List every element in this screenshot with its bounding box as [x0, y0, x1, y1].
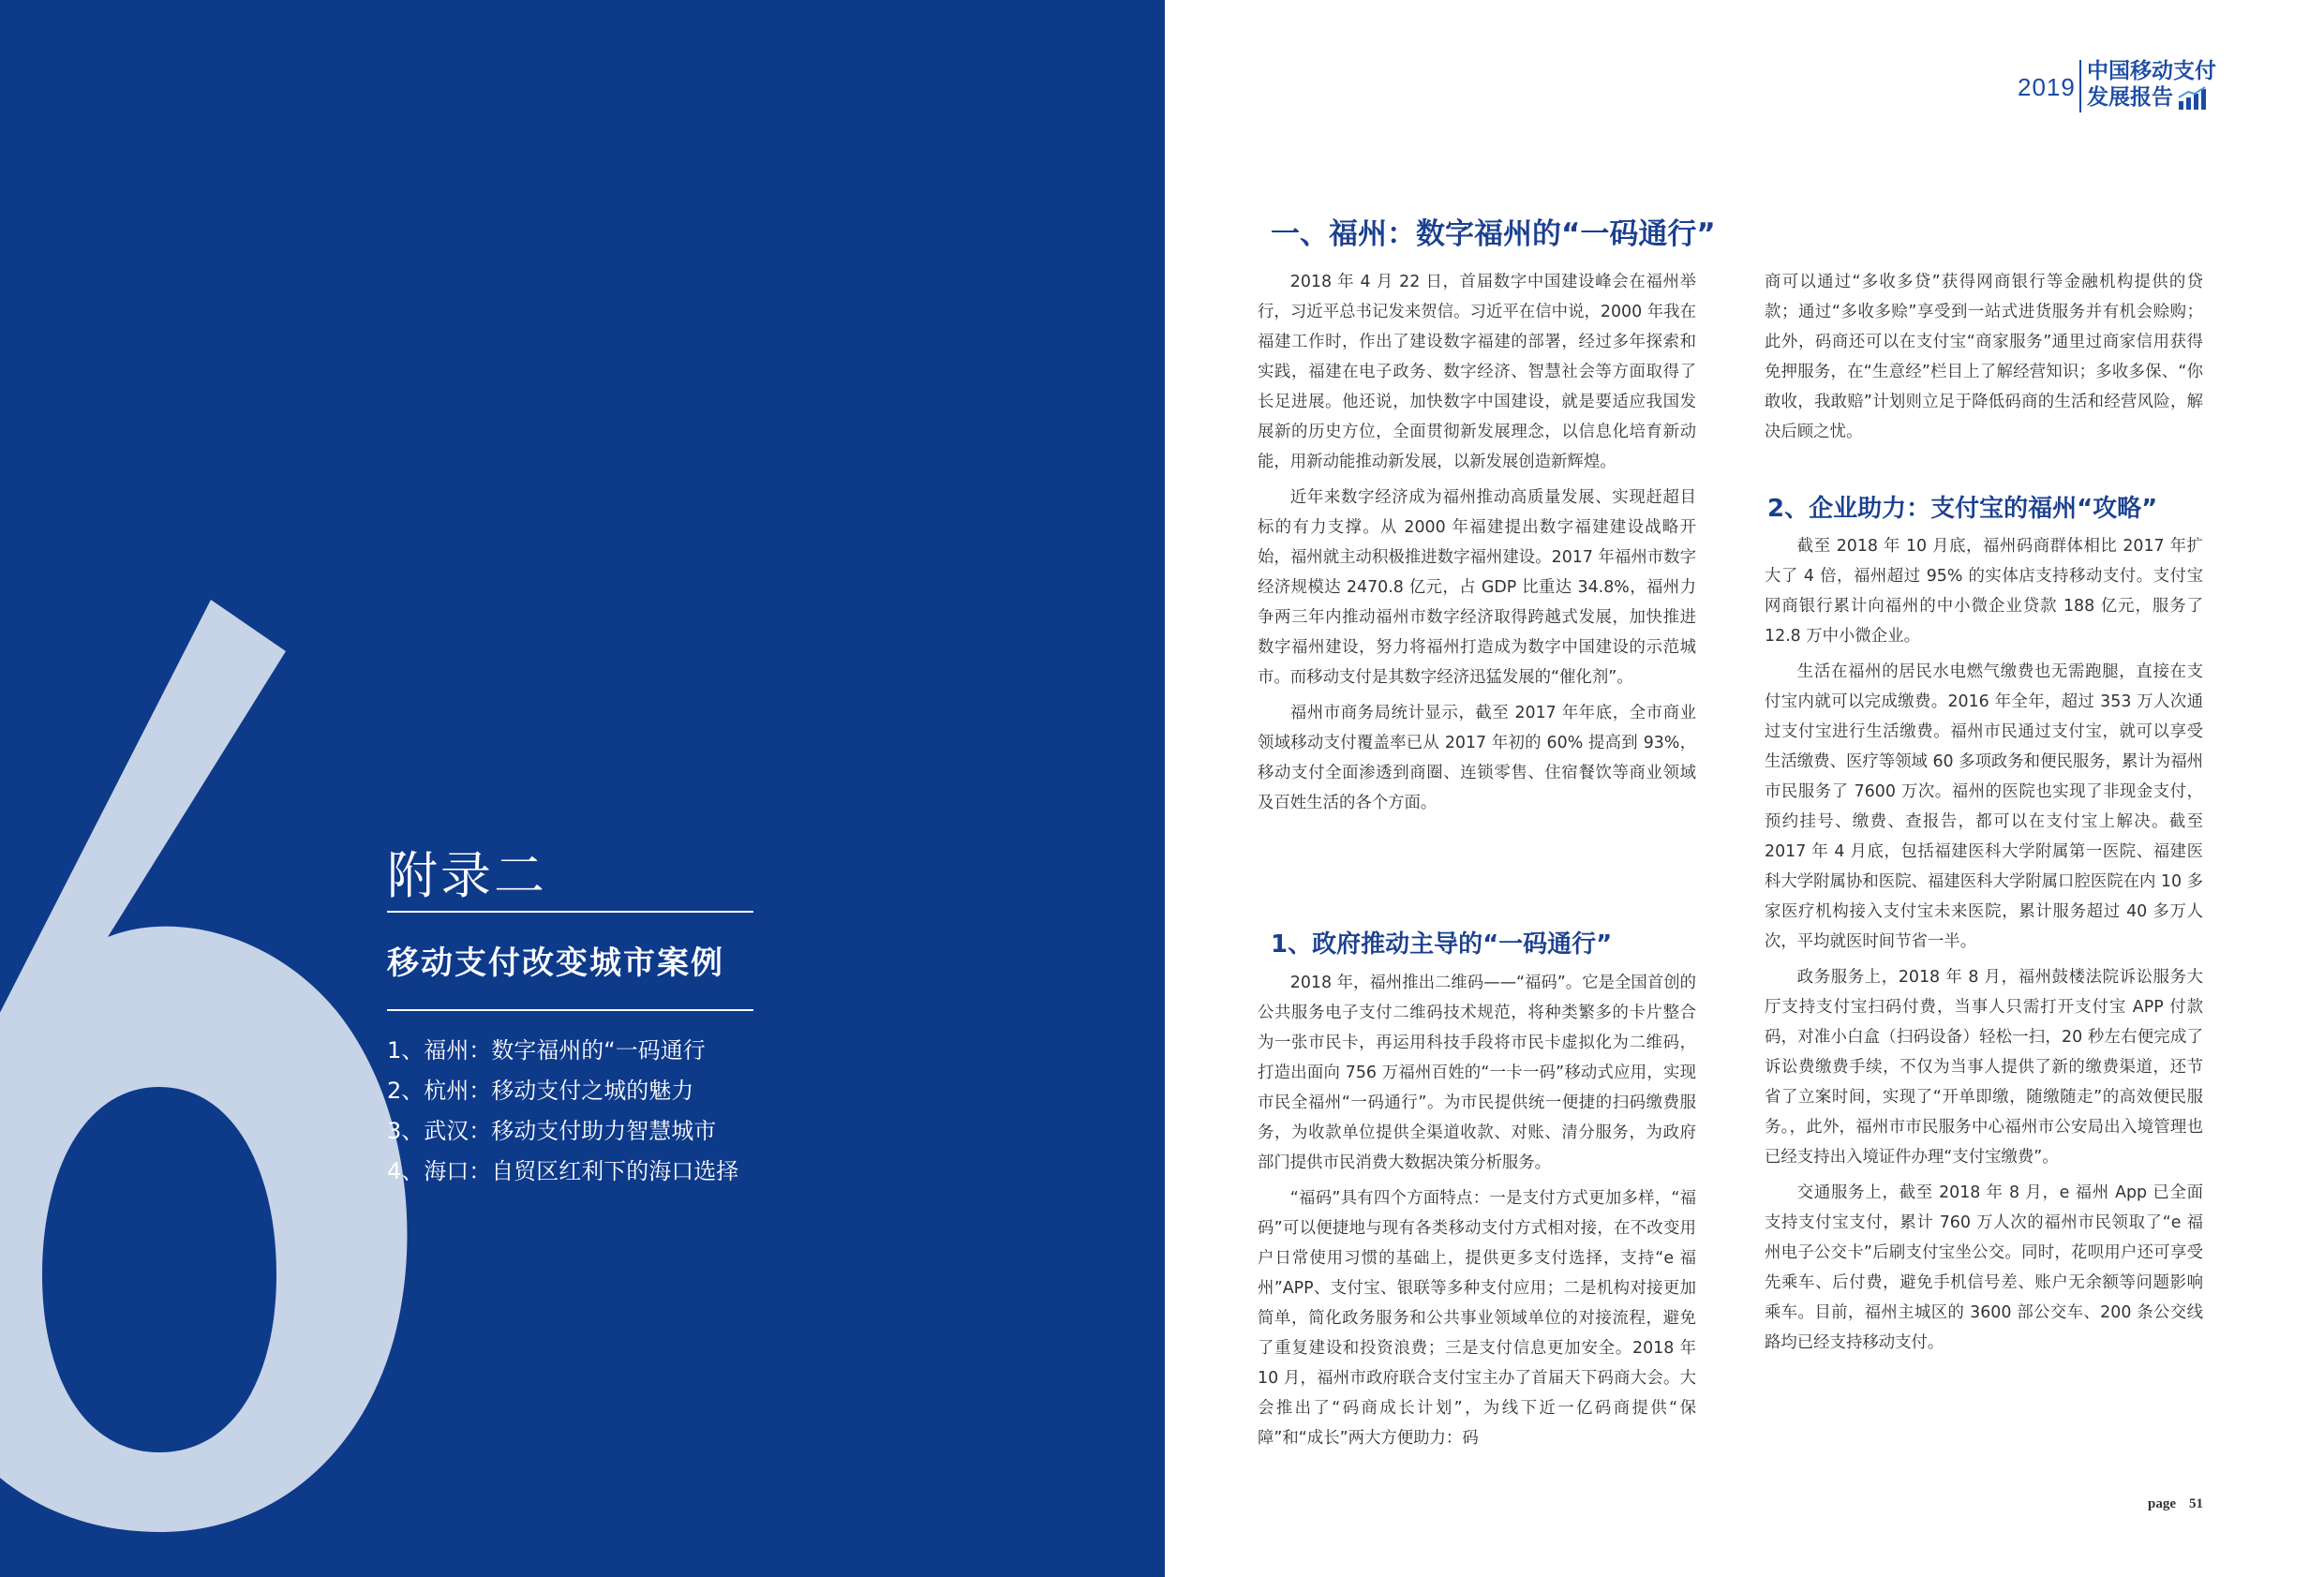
bar-chart-icon [2177, 86, 2207, 111]
appendix-label: 附录二 [387, 846, 547, 905]
subsection-heading: 2、企业助力：支付宝的福州“攻略” [1767, 495, 2158, 523]
column-left-sub1 [1258, 968, 1696, 1453]
section-heading: 一、福州：数字福州的“一码通行” [1271, 217, 1716, 251]
page-number: 51 [2189, 1496, 2203, 1511]
divider [387, 911, 753, 913]
paragraph: 商可以通过“多收多贷”获得网商银行等金融机构提供的贷款；通过“多收多赊”享受到一站式进货服务并有机会赊购；此外，码商还可以在支付宝“商家服务”通里过商家信用获得免押服务，在“生意经”栏目上了解经营知识；多收多保、“你敢收，我敢赔”计划则立足于降低码商的生活和经营风险，解决后顾之忧。 [1765, 273, 2203, 441]
page-footer [2148, 1496, 2203, 1512]
column-left-intro [1258, 267, 1696, 818]
column-right-continuation [1765, 267, 2203, 447]
toc-item[interactable]: 2、杭州：移动支付之城的魅力 [387, 1078, 694, 1104]
subsection-heading: 1、政府推动主导的“一码通行” [1271, 930, 1613, 959]
report-title-line2: 发展报告 [2087, 85, 2173, 110]
column-right-sub2 [1765, 531, 2203, 1358]
paragraph: 福州市商务局统计显示，截至 2017 年年底，全市商业领域移动支付覆盖率已从 2017 年初的 60% 提高到 93%，移动支付全面渗透到商圈、连锁零售、住宿餐饮等商业领域及百姓生活的各个方面。 [1258, 704, 1696, 812]
page-label: page [2148, 1496, 2176, 1511]
paragraph: 政务服务上，2018 年 8 月，福州鼓楼法院诉讼服务大厅支持支付宝扫码付费，当事人只需打开支付宝 APP 付款码，对准小白盒（扫码设备）轻松一扫，20 秒左右便完成了诉讼费缴费手续，不仅为当事人提供了新的缴费渠道，还节省了立案时间，实现了“开单即缴，随缴随走”的高效便民服务。，此外，福州市市民服务中心福州市公安局出入境管理也已经支持出入境证件办理“支付宝缴费”。 [1765, 968, 2203, 1167]
report-title-line1: 中国移动支付 [2087, 59, 2216, 83]
paragraph: 生活在福州的居民水电燃气缴费也无需跑腿，直接在支付宝内就可以完成缴费。2016 年全年，超过 353 万人次通过支付宝进行生活缴费。福州市民通过支付宝，就可以享受生活缴费、医疗等领域 60 多项政务和便民服务，累计为福州市民服务了 7600 万次。福州的医院也实现了非现金支付，预约挂号、缴费、查报告，都可以在支付宝上解决。截至 2017 年 4 月底，包括福建医科大学附属第一医院、福建医科大学附属协和医院、福建医科大学附属口腔医院在内 10 多家医疗机构接入支付宝未来医院，累计服务超过 40 多万人次，平均就医时间节省一半。 [1765, 662, 2203, 951]
paragraph: 2018 年 4 月 22 日，首届数字中国建设峰会在福州举行，习近平总书记发来贺信。习近平在信中说，2000 年我在福建工作时，作出了建设数字福建的部署，经过多年探索和实践，福建在电子政务、数字经济、智慧社会等方面取得了长足进展。他还说，加快数字中国建设，就是要适应我国发展新的历史方位，全面贯彻新发展理念，以信息化培育新动能，用新动能推动新发展，以新发展创造新辉煌。 [1258, 273, 1696, 471]
paragraph: “福码”具有四个方面特点：一是支付方式更加多样，“福码”可以便捷地与现有各类移动支付方式相对接，在不改变用户日常使用习惯的基础上，提供更多支付选择，支持“e 福州”APP、支付宝、银联等多种支付应用；二是机构对接更加简单，简化政务服务和公共事业领域单位的对接流程，避免了重复建设和投资浪费；三是支付信息更加安全。2018 年 10 月，福州市政府联合支付宝主办了首届天下码商大会。大会推出了“码商成长计划”，为线下近一亿码商提供“保障”和“成长”两大方便助力：码 [1258, 1189, 1696, 1448]
toc-item[interactable]: 4、海口：自贸区红利下的海口选择 [387, 1158, 739, 1184]
divider [387, 1009, 753, 1011]
chapter-title: 移动支付改变城市案例 [387, 945, 724, 982]
header-divider [2079, 60, 2081, 112]
report-year: 2019 [2018, 73, 2076, 101]
toc-item[interactable]: 1、福州：数字福州的“一码通行 [387, 1037, 706, 1064]
paragraph: 交通服务上，截至 2018 年 8 月，e 福州 App 已全面支持支付宝支付，累计 760 万人次的福州市民领取了“e 福州电子公交卡”后刷支付宝坐公交。同时，花呗用户还可享受先乘车、后付费，避免手机信号差、账户无余额等问题影响乘车。目前，福州主城区的 3600 部公交车、200 条公交线路均已经支持移动支付。 [1765, 1183, 2203, 1352]
paragraph: 2018 年，福州推出二维码——“福码”。它是全国首创的公共服务电子支付二维码技术规范，将种类繁多的卡片整合为一张市民卡，再运用科技手段将市民卡虚拟化为二维码，打造出面向 756 万福州百姓的“一卡一码”移动式应用，实现市民全福州“一码通行”。为市民提供统一便捷的扫码缴费服务，为收款单位提供全渠道收款、对账、清分服务，为政府部门提供市民消费大数据决策分析服务。 [1258, 974, 1696, 1172]
table-of-contents [387, 1031, 738, 1192]
toc-item[interactable]: 3、武汉：移动支付助力智慧城市 [387, 1118, 717, 1144]
paragraph: 近年来数字经济成为福州推动高质量发展、实现赶超目标的有力支撑。从 2000 年福建提出数字福建建设战略开始，福州就主动积极推进数字福州建设。2017 年福州市数字经济规模达 2470.8 亿元，占 GDP 比重达 34.8%，福州力争两三年内推动福州市数字经济取得跨越式发展，加快推进数字福州建设，努力将福州打造成为数字中国建设的示范城市。而移动支付是其数字经济迅猛发展的“催化剂”。 [1258, 488, 1696, 687]
paragraph: 截至 2018 年 10 月底，福州码商群体相比 2017 年扩大了 4 倍，福州超过 95% 的实体店支持移动支付。支付宝网商银行累计向福州的中小微企业贷款 188 亿元，服务了 12.8 万中小微企业。 [1765, 537, 2203, 646]
